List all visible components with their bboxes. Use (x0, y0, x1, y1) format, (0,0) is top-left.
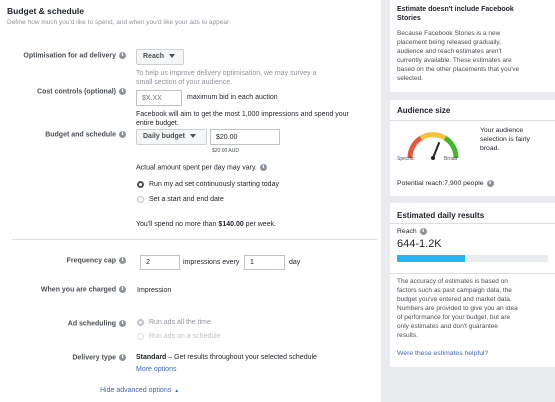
delivery-type-bold: Standard (136, 354, 167, 361)
day-label: day (289, 259, 301, 266)
optimisation-value: Reach (143, 53, 165, 60)
delivery-type-value (136, 354, 317, 361)
spend-amount: $140.00 (218, 221, 244, 228)
potential-reach (397, 179, 494, 188)
audience-summary-line: selection is fairly (480, 136, 530, 143)
optimisation-help-line: small section of your audience. (136, 79, 233, 86)
frequency-impressions-input[interactable] (140, 255, 180, 270)
accuracy-line: The accuracy of estimates is based on (397, 278, 508, 285)
run-on-schedule-label[interactable]: Run ads on a schedule (149, 333, 221, 340)
warning-line: selected. (397, 75, 424, 82)
max-bid-input[interactable] (136, 90, 182, 106)
accuracy-line: Numbers are provided to give you an idea (397, 305, 518, 312)
daily-results-title: Estimated daily results (397, 211, 485, 220)
accuracy-line: of performance for your budget, but are (397, 314, 511, 321)
run-all-time-label[interactable]: Run ads all the time (149, 319, 211, 326)
info-icon[interactable]: i (119, 286, 126, 293)
spend-suffix: per week. (243, 221, 277, 228)
actual-amount-text: Actual amount spent per day may vary. (136, 164, 257, 172)
budget-schedule-label (45, 131, 126, 138)
info-icon[interactable]: i (420, 228, 427, 235)
impressions-every-label: impressions every (183, 259, 240, 266)
gauge-green-segment (445, 138, 456, 158)
reach-bar-track (397, 255, 548, 262)
more-options-link[interactable]: More options (136, 366, 177, 373)
reach-bar-fill (397, 255, 465, 262)
section-subtitle: Define how much you'd like to spend, and when you'd like your ads to appear. (7, 19, 231, 26)
potential-reach-text: Potential reach:7,900 people (397, 180, 484, 187)
accuracy-note (397, 277, 518, 340)
section-title: Budget & schedule (7, 6, 84, 16)
chevron-down-icon (169, 54, 175, 58)
cost-note-line: entire budget. (136, 120, 179, 127)
optimisation-label (23, 52, 126, 59)
info-icon[interactable]: i (119, 88, 126, 95)
audience-summary (480, 126, 530, 153)
ad-scheduling-label-text: Ad scheduling (67, 320, 116, 328)
caret-up-icon: ▲ (174, 388, 180, 394)
estimates-helpful-link[interactable]: Were these estimates helpful? (397, 350, 489, 357)
info-icon[interactable]: i (119, 257, 126, 264)
max-bid-suffix: maximum bid in each auction (187, 94, 278, 101)
optimisation-help-line: To help us improve delivery optimisation, we may survey a (136, 70, 317, 77)
delivery-type-label (72, 354, 126, 361)
info-icon[interactable]: i (487, 180, 494, 187)
charged-label-text: When you are charged (40, 286, 116, 294)
actual-amount-note (136, 164, 267, 171)
frequency-cap-label-text: Frequency cap (66, 257, 116, 265)
budget-schedule-label-text: Budget and schedule (45, 131, 116, 139)
cost-controls-label-text: Cost controls (optional) (37, 88, 116, 96)
info-icon[interactable]: i (119, 52, 126, 59)
cost-controls-note (136, 110, 349, 128)
spend-prefix: You'll spend no more than (136, 221, 219, 228)
divider (12, 239, 377, 240)
info-icon[interactable]: i (119, 131, 126, 138)
hide-advanced-text: Hide advanced options (100, 387, 172, 394)
optimisation-help (136, 69, 317, 87)
gauge-broad-label: Broad (444, 156, 458, 162)
frequency-cap-label (67, 257, 126, 264)
radio-start-end-date[interactable] (137, 196, 144, 203)
run-continuously-label[interactable]: Run my ad set continuously starting today (149, 181, 279, 188)
frequency-days-input[interactable] (244, 255, 285, 270)
audience-summary-line: broad. (480, 145, 500, 152)
reach-value: 644-1.2K (397, 238, 442, 250)
divider (390, 223, 555, 224)
radio-run-continuously[interactable] (137, 181, 144, 188)
audience-size-title: Audience size (397, 106, 451, 115)
weekly-spend-summary (136, 221, 276, 228)
delivery-type-label-text: Delivery type (72, 354, 116, 362)
divider (390, 273, 555, 274)
daily-results-card (390, 203, 555, 367)
budget-currency: $20.00 AUD (212, 148, 239, 154)
accuracy-line: factors such as past campaign data, the (397, 287, 512, 294)
budget-amount-input[interactable] (210, 129, 280, 145)
info-icon[interactable]: i (119, 320, 126, 327)
optimisation-label-text: Optimisation for ad delivery (23, 52, 116, 60)
audience-summary-line: Your audience (480, 127, 524, 134)
charged-label (41, 286, 126, 293)
radio-run-all-time[interactable] (137, 319, 144, 326)
info-icon[interactable]: i (260, 164, 267, 171)
gauge-specific-label: Specific (397, 156, 415, 162)
audience-size-card (390, 100, 555, 196)
budget-type-value: Daily budget (143, 133, 186, 140)
gauge-needle (433, 142, 439, 158)
gauge-yellow-segment (421, 135, 445, 138)
info-icon[interactable]: i (119, 354, 126, 361)
warning-line: based on the other placements that you've (397, 66, 520, 73)
ad-scheduling-label (68, 320, 126, 327)
accuracy-line: only estimates and don't guarantee (397, 323, 498, 330)
estimate-warning-text (397, 29, 548, 83)
estimate-warning-card (390, 0, 555, 92)
start-end-date-label[interactable]: Set a start and end date (149, 196, 224, 203)
estimate-warning-title (397, 5, 548, 23)
gauge-red-segment (410, 138, 421, 158)
cost-note-line: Facebook will aim to get the most 1,000 impressions and spend your (136, 111, 349, 118)
hide-advanced-options-link[interactable] (100, 387, 179, 394)
reach-label (397, 227, 427, 236)
radio-run-on-schedule[interactable] (137, 333, 144, 340)
cost-controls-label (37, 88, 126, 95)
warning-line: placement being released gradually, (397, 39, 501, 46)
accuracy-line: results. (397, 332, 418, 339)
warning-line: currently available. These estimates are (397, 57, 512, 64)
divider (390, 120, 555, 121)
warning-title-line: Stories (397, 15, 421, 22)
warning-title-line: Estimate doesn't include Facebook (397, 6, 514, 13)
chevron-down-icon (190, 134, 196, 138)
reach-label-text: Reach (397, 228, 417, 235)
warning-line: Because Facebook Stories is a new (397, 30, 501, 37)
gauge-hub (431, 156, 435, 160)
accuracy-line: budget you've entered and market data. (397, 296, 512, 303)
charged-value: Impression (137, 287, 172, 294)
optimisation-dropdown[interactable] (136, 49, 184, 65)
budget-type-dropdown[interactable] (136, 129, 207, 145)
sidebar (390, 0, 555, 402)
warning-line: audience and reach estimates aren't (397, 48, 502, 55)
delivery-type-rest: – Get results throughout your selected schedule (166, 354, 317, 361)
